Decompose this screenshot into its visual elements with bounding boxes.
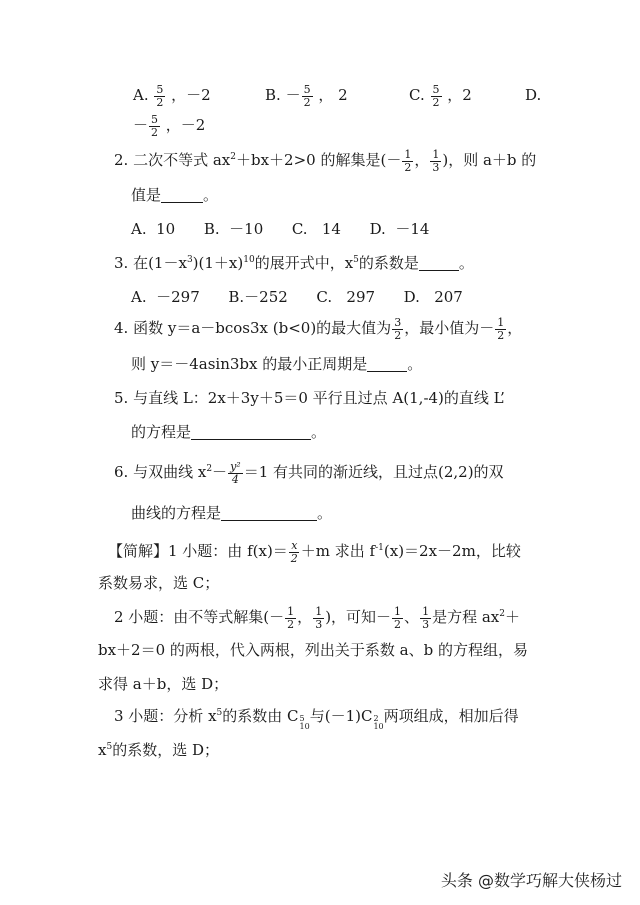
sol2-text-e: ＋	[504, 608, 520, 627]
q1-a-rest: ，－2	[171, 86, 211, 105]
sol2-sup: 2	[499, 609, 505, 620]
sol1-line1	[108, 540, 521, 564]
q1-d-rest: ，－2	[165, 116, 206, 135]
q2-frac2	[430, 149, 441, 173]
q1-d-num: 5	[151, 113, 159, 126]
q1-options-row	[133, 84, 211, 108]
q1-option-d	[133, 114, 205, 138]
sol3-line2	[98, 743, 219, 758]
sol2-frac2	[313, 606, 324, 630]
sol2-frac2-num: 1	[315, 605, 323, 618]
sol2-frac3-den: 2	[394, 617, 402, 631]
watermark	[441, 868, 622, 891]
sol2-frac2-den: 3	[315, 617, 323, 631]
q2-text-c: )，则 a＋b 的	[442, 151, 537, 170]
q2-frac1-num: 1	[404, 148, 412, 161]
q4-text-c: ，	[507, 319, 523, 338]
q3-answer-blank[interactable]	[419, 256, 459, 271]
q4-frac1-den: 2	[394, 328, 402, 342]
q2-frac2-den: 3	[432, 160, 440, 174]
sol2-frac4-num: 1	[422, 605, 430, 618]
q6-frac-den: 4	[231, 472, 239, 486]
sol3-comb2-sub: 10	[373, 722, 384, 731]
q1-b-fraction	[302, 84, 313, 108]
q1-c-den: 2	[432, 95, 440, 109]
q3-options: A. －297 B.－252 C. 297 D. 207	[131, 288, 463, 306]
q5-line1: 5. 与直线 L：2x＋3y＋5＝0 平行且过点 A(1,-4)的直线 L’	[114, 389, 505, 407]
q4-frac2-den: 2	[497, 328, 505, 342]
q1-option-c	[409, 84, 472, 108]
q1-b-rest: ， 2	[318, 86, 348, 105]
sol2-frac3-num: 1	[394, 605, 402, 618]
q3-line1	[114, 256, 474, 271]
sol3-comb2-sup: 2	[373, 714, 379, 723]
sol3-text-d: 两项组成，相加后得	[383, 707, 519, 725]
sol2-line2: bx＋2＝0 的两根，代入两根，列出关于系数 a、b 的方程组，易	[98, 641, 529, 659]
q4-frac2-num: 1	[497, 316, 505, 329]
q1-b-label: B.	[265, 86, 281, 105]
q1-a-den: 2	[156, 95, 164, 109]
q1-d-fraction	[149, 114, 160, 138]
q1-c-rest: ，2	[447, 86, 472, 105]
q3-sup10: 10	[243, 255, 255, 265]
sol1-line2: 系数易求，选 C；	[98, 574, 220, 592]
q1-c-label: C.	[409, 86, 425, 105]
sol2-text-d: 是方程 ax	[432, 608, 500, 627]
q4-line1	[114, 317, 522, 341]
sol2-frac4-den: 3	[422, 617, 430, 631]
q2-line2	[131, 188, 218, 203]
sol3-line2-x: x	[98, 741, 107, 759]
q1-option-b	[265, 84, 348, 108]
sol1-fraction	[289, 540, 300, 564]
q4-line2	[131, 357, 422, 372]
q6-sup: 2	[206, 464, 213, 475]
sol1-text-c: (x)＝2x－2m，比较	[383, 542, 521, 561]
q6-answer-blank[interactable]	[221, 506, 317, 521]
q2-sup: 2	[230, 152, 236, 163]
sol2-text-c: 、	[404, 608, 420, 627]
sol2-comma: ，	[297, 608, 313, 627]
q3-text-d: 的系数是	[358, 254, 419, 272]
q4-frac1-num: 3	[394, 316, 402, 329]
sol1-sup: -1	[375, 543, 384, 554]
q3-text-a: 3. 在(1－x	[114, 254, 187, 272]
sol2-line1	[114, 606, 520, 630]
q2-comma: ，	[414, 151, 430, 170]
q2-line1	[114, 149, 536, 173]
q1-option-d-label	[525, 88, 541, 103]
sol3-line1	[114, 709, 519, 731]
q1-a-fraction	[154, 84, 165, 108]
q6-end: 。	[317, 504, 333, 522]
sol3-text-b: 的系数由 C	[222, 707, 299, 725]
sol1-frac-num: x	[291, 539, 298, 552]
q6-line2-text: 曲线的方程是	[131, 504, 222, 522]
q6-minus: －	[212, 463, 228, 482]
sol2-line3: 求得 a＋b，选 D；	[98, 675, 229, 693]
q2-frac1	[402, 149, 413, 173]
q1-d-minus: －	[133, 116, 149, 135]
sol2-text-b: )，可知－	[325, 608, 392, 627]
q6-text-a: 6. 与双曲线 x	[114, 463, 207, 482]
sol2-frac1-den: 2	[287, 617, 295, 631]
q1-c-fraction	[431, 84, 442, 108]
q5-end: 。	[311, 423, 327, 441]
q3-text-c: 的展开式中，x	[254, 254, 354, 272]
q1-b-den: 2	[303, 95, 311, 109]
q6-fraction	[228, 461, 243, 485]
q2-frac2-num: 1	[432, 148, 440, 161]
q1-a-label: A.	[133, 86, 149, 105]
sol2-frac1	[285, 606, 296, 630]
q4-text-b: ，最小值为－	[404, 319, 495, 338]
q3-end: 。	[458, 254, 474, 272]
sol2-frac1-num: 1	[287, 605, 295, 618]
q6-text-b: ＝1 有共同的渐近线，且过点(2,2)的双	[243, 463, 504, 482]
q5-line2	[131, 425, 326, 440]
q4-text-a: 4. 函数 y＝a－bcos3x (b<0)的最大值为	[114, 319, 392, 338]
watermark-text: 头条 @数学巧解大侠杨过	[440, 871, 622, 890]
q2-line2-end: 。	[203, 186, 219, 204]
sol3-comb1-sub: 10	[299, 722, 310, 731]
q3-text-b: )(1＋x)	[192, 254, 244, 272]
q2-answer-blank[interactable]	[161, 188, 203, 203]
sol3-line2-text: 的系数，选 D；	[112, 741, 219, 759]
q2-text-a: 2. 二次不等式 ax	[114, 151, 231, 170]
q4-line2-text: 则 y＝－4asin3bx 的最小正周期是	[131, 355, 368, 373]
sol3-sup5: 5	[216, 708, 223, 718]
q1-option-a	[133, 83, 211, 109]
q1-b-num: 5	[303, 83, 311, 96]
q4-answer-blank[interactable]	[367, 357, 407, 372]
q3-sup5: 5	[353, 255, 359, 265]
sol1-text-b: ＋m 求出 f	[300, 542, 376, 561]
sol3-line2-sup: 5	[106, 742, 113, 752]
q1-c-num: 5	[432, 83, 440, 96]
sol3-text-c: 与(－1)C	[309, 707, 373, 725]
q3-sup3: 3	[186, 255, 193, 265]
q4-frac-max	[392, 317, 403, 341]
sol2-frac4	[420, 606, 431, 630]
q5-answer-blank[interactable]	[191, 425, 311, 440]
sol2-text-a: 2 小题：由不等式解集(－	[114, 608, 285, 627]
q4-end: 。	[407, 355, 423, 373]
q6-line1	[114, 461, 504, 485]
q1-b-minus: －	[285, 86, 301, 105]
sol1-frac-den: 2	[290, 551, 298, 565]
q2-frac1-den: 2	[404, 160, 412, 174]
q6-frac-num: y²	[230, 460, 241, 473]
sol3-comb2	[372, 715, 383, 731]
q1-d-label: D.	[525, 86, 542, 104]
sol2-frac3	[392, 606, 403, 630]
q2-options: A. 10 B. －10 C. 14 D. －14	[131, 220, 430, 238]
sol1-text-a: 【简解】1 小题：由 f(x)＝	[108, 542, 288, 561]
q5-line2-text: 的方程是	[131, 423, 192, 441]
q1-d-den: 2	[151, 125, 159, 139]
q4-frac-min	[495, 317, 506, 341]
q2-text-b: ＋bx＋2>0 的解集是(－	[236, 151, 402, 170]
sol3-comb1-sup: 5	[299, 714, 305, 723]
q6-line2	[131, 506, 332, 521]
sol3-comb1	[299, 715, 310, 731]
sol3-text-a: 3 小题：分析 x	[114, 707, 217, 725]
q2-line2-text: 值是	[131, 186, 162, 204]
q1-a-num: 5	[156, 83, 164, 96]
